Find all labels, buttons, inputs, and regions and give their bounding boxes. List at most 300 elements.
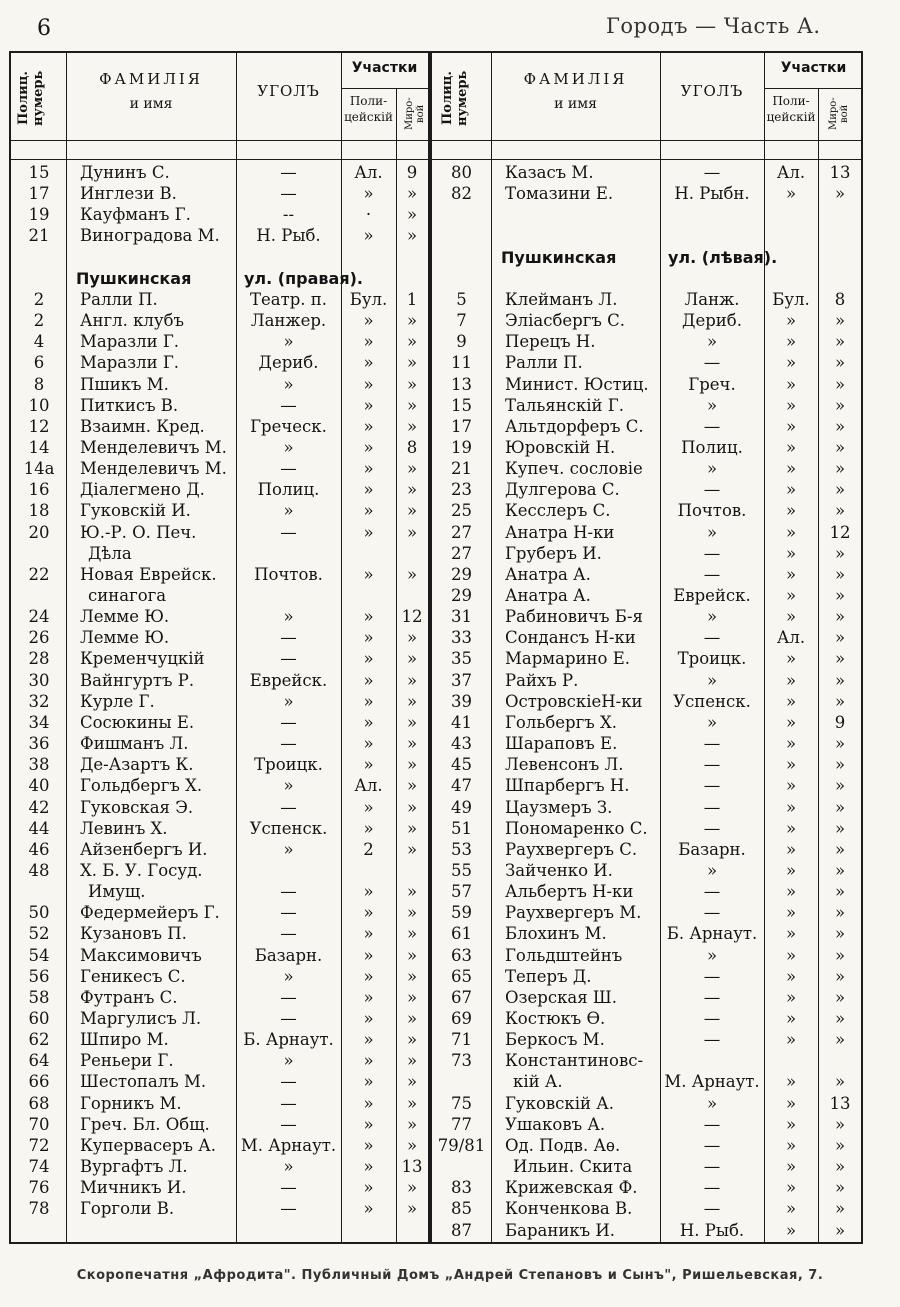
table-row	[0, 1093, 900, 1114]
owner-name: Горголи В.	[80, 1199, 175, 1219]
civil-precinct: »	[406, 522, 418, 542]
house-number: 82	[451, 184, 472, 204]
table-row	[0, 500, 900, 521]
police-precinct: »	[363, 184, 374, 204]
corner-street: --	[282, 205, 295, 225]
owner-name: Инглези В.	[80, 184, 177, 204]
police-precinct: »	[785, 459, 797, 479]
owner-name: Кузановъ П.	[80, 924, 187, 944]
house-number: 79/81	[437, 1135, 486, 1155]
police-precinct: »	[363, 607, 374, 627]
police-precinct: »	[785, 818, 797, 838]
police-precinct: »	[785, 374, 797, 394]
civil-precinct: »	[834, 1220, 846, 1240]
corner-street: »	[706, 712, 718, 732]
owner-name: Од. Подв. Аѳ.	[505, 1135, 621, 1155]
owner-name: Лемме Ю.	[80, 607, 170, 627]
owner-name: Гуковская Э.	[80, 797, 194, 817]
civil-precinct: »	[834, 374, 846, 394]
police-precinct: »	[363, 395, 374, 415]
corner-street: Полиц.	[257, 480, 320, 500]
police-precinct: »	[363, 1135, 374, 1155]
house-number: 14	[28, 437, 50, 457]
table-row	[0, 733, 900, 754]
header-police-number-right: Полиц. нумерь	[440, 70, 470, 126]
house-number: 19	[451, 437, 472, 457]
civil-precinct: »	[406, 882, 418, 902]
house-number: 70	[28, 1114, 50, 1134]
owner-name: Беркосъ М.	[505, 1030, 605, 1050]
house-number: 10	[28, 395, 50, 415]
owner-name: Шараповъ Е.	[505, 734, 618, 754]
house-number: 63	[451, 945, 472, 965]
police-precinct: »	[785, 586, 797, 605]
corner-street: —	[703, 1135, 721, 1155]
corner-street: Б. Арнаут.	[666, 924, 758, 944]
police-precinct: »	[363, 311, 374, 331]
civil-precinct: »	[406, 1199, 418, 1219]
owner-name: Англ. клубъ	[80, 311, 185, 331]
civil-precinct: »	[406, 755, 418, 775]
corner-street: —	[280, 903, 297, 923]
corner-street: »	[283, 437, 294, 457]
table-row	[0, 1114, 900, 1135]
police-precinct: »	[785, 882, 797, 902]
owner-name: Перецъ Н.	[505, 332, 596, 352]
corner-street: »	[283, 332, 294, 352]
house-number: 44	[28, 818, 50, 838]
civil-precinct: »	[406, 776, 418, 796]
corner-street: —	[280, 1178, 297, 1198]
civil-precinct: »	[406, 818, 418, 838]
civil-precinct: »	[834, 860, 846, 880]
civil-precinct: 8	[406, 437, 418, 457]
police-precinct: »	[785, 1072, 797, 1092]
corner-street: Греческ.	[250, 416, 327, 436]
table-row	[0, 987, 900, 1008]
house-number: 31	[451, 607, 472, 627]
table-row	[0, 1220, 900, 1241]
owner-name: Гуковскій А.	[505, 1093, 614, 1113]
owner-name: Маргулисъ Л.	[80, 1009, 202, 1028]
owner-name: Раухвергеръ С.	[505, 839, 638, 859]
corner-street: Н. Рыбн.	[674, 184, 750, 204]
house-number: 72	[28, 1135, 50, 1155]
street-side: ул. (лѣвая).	[668, 247, 778, 267]
civil-precinct: »	[834, 1009, 846, 1028]
civil-precinct: »	[834, 564, 846, 584]
civil-precinct: »	[406, 416, 418, 436]
owner-name: Х. Б. У. Госуд.	[80, 860, 203, 880]
civil-precinct: 13	[401, 1157, 423, 1177]
house-number: 75	[451, 1093, 472, 1113]
owner-name: Озерская Ш.	[505, 987, 617, 1007]
civil-precinct: »	[406, 670, 418, 690]
police-precinct: »	[785, 966, 797, 986]
owner-name: Ралли П.	[505, 353, 583, 373]
civil-precinct: »	[406, 1030, 418, 1050]
house-number: 17	[28, 184, 50, 204]
house-number: 26	[28, 628, 50, 648]
civil-precinct: »	[406, 924, 418, 944]
street-name: Пушкинская	[501, 247, 617, 267]
corner-street: —	[280, 184, 297, 204]
civil-precinct: »	[834, 311, 846, 331]
table-row	[0, 902, 900, 923]
house-number: 62	[28, 1030, 50, 1050]
header-surname: ФАМИЛІЯ	[99, 70, 203, 88]
corner-street: »	[706, 522, 718, 542]
house-number: 71	[451, 1030, 472, 1050]
corner-street: Почтов.	[254, 564, 323, 584]
house-number: 25	[451, 501, 472, 521]
civil-precinct: »	[406, 480, 418, 500]
police-precinct: »	[363, 628, 374, 648]
table-row	[0, 1156, 900, 1177]
table-row	[0, 479, 900, 500]
police-precinct: »	[785, 649, 797, 669]
table-row	[0, 606, 900, 627]
civil-precinct: »	[406, 1114, 418, 1134]
police-precinct: »	[785, 987, 797, 1007]
police-precinct: »	[363, 332, 374, 352]
owner-name: Геникесъ С.	[80, 966, 186, 986]
corner-street: —	[280, 924, 297, 944]
civil-precinct: »	[834, 776, 846, 796]
civil-precinct: »	[834, 1030, 846, 1050]
police-precinct: »	[363, 797, 374, 817]
house-number: 45	[451, 755, 472, 775]
corner-street: Базарн.	[678, 839, 746, 859]
corner-street: —	[280, 163, 297, 182]
owner-name: Дулгерова С.	[505, 480, 620, 500]
police-precinct: »	[363, 755, 374, 775]
police-precinct: »	[363, 1030, 374, 1050]
corner-street: »	[706, 945, 718, 965]
owner-name: Шпарбергъ Н.	[505, 776, 630, 796]
printer-imprint: Скоропечатня „Афродита". Публичный Домъ „Андрей Степановъ и Сынъ", Ришельевская, 7.	[76, 1268, 824, 1283]
corner-street: Успенск.	[673, 691, 751, 711]
house-number: 57	[451, 882, 472, 902]
owner-name: Менделевичъ М.	[80, 459, 227, 479]
police-precinct: »	[785, 564, 797, 584]
header-rule-thin	[9, 159, 863, 160]
corner-street: Н. Рыб.	[679, 1220, 745, 1240]
police-precinct: »	[363, 1072, 374, 1092]
corner-street: Ланж.	[684, 289, 740, 309]
corner-street: —	[280, 1072, 297, 1092]
table-row	[0, 648, 900, 669]
police-precinct: »	[363, 564, 374, 584]
owner-name: Райхъ Р.	[505, 670, 579, 690]
police-precinct: »	[785, 480, 797, 500]
house-number: 29	[451, 564, 472, 584]
owner-name: Лемме Ю.	[80, 628, 170, 648]
owner-name: Куперваcеръ А.	[80, 1135, 216, 1155]
house-number: 19	[28, 205, 50, 225]
house-number: 38	[28, 755, 50, 775]
police-precinct: »	[785, 839, 797, 859]
owner-name: Сондансъ Н-ки	[505, 628, 636, 648]
police-precinct: »	[785, 734, 797, 754]
house-number: 41	[451, 712, 472, 732]
corner-street: »	[283, 1051, 294, 1071]
civil-precinct: »	[834, 395, 846, 415]
owner-name: Раухвергеръ М.	[505, 903, 642, 923]
table-row	[0, 564, 900, 585]
police-precinct: »	[363, 712, 374, 732]
corner-street: —	[280, 797, 297, 817]
house-number: 77	[451, 1114, 472, 1134]
page-number: 6	[37, 16, 51, 41]
house-number: 80	[451, 163, 472, 182]
corner-street: —	[280, 1093, 297, 1113]
corner-street: »	[283, 374, 294, 394]
corner-street: —	[280, 1009, 297, 1028]
table-row	[0, 331, 900, 352]
police-precinct: »	[363, 1009, 374, 1028]
police-precinct: »	[363, 818, 374, 838]
table-row	[0, 522, 900, 543]
header-uchastki: Участки	[351, 60, 418, 76]
table-row	[0, 1029, 900, 1050]
police-precinct: Ал.	[776, 628, 806, 648]
civil-precinct: 13	[829, 163, 851, 182]
corner-street: »	[706, 332, 718, 352]
police-precinct: »	[363, 437, 374, 457]
corner-street: —	[703, 903, 721, 923]
table-row	[0, 754, 900, 775]
owner-name: Ушаковъ А.	[505, 1114, 606, 1134]
civil-precinct: »	[406, 839, 418, 859]
table-row	[0, 310, 900, 331]
police-precinct: »	[785, 416, 797, 436]
house-number: 33	[451, 628, 472, 648]
table-row	[0, 1177, 900, 1198]
corner-street: Ланжер.	[250, 311, 327, 331]
house-number: 27	[451, 522, 472, 542]
corner-street: —	[280, 882, 297, 902]
corner-street: —	[280, 734, 297, 754]
corner-street: Театр. п.	[249, 289, 328, 309]
house-number: 66	[28, 1072, 50, 1092]
civil-precinct: »	[834, 416, 846, 436]
civil-precinct: »	[834, 670, 846, 690]
corner-street: »	[706, 670, 718, 690]
owner-name: Левинъ Х.	[80, 818, 168, 838]
owner-name: Фишманъ Л.	[80, 734, 189, 754]
house-number: 60	[28, 1009, 50, 1028]
owner-name: Конченкова В.	[505, 1199, 633, 1219]
table-row	[0, 797, 900, 818]
civil-precinct: »	[406, 966, 418, 986]
police-precinct: Бул.	[349, 289, 388, 309]
house-number: 68	[28, 1093, 50, 1113]
civil-precinct: »	[406, 1093, 418, 1113]
civil-precinct: »	[834, 797, 846, 817]
police-precinct: »	[785, 437, 797, 457]
police-precinct: »	[785, 860, 797, 880]
owner-name: Дунинъ С.	[80, 163, 170, 182]
police-precinct: »	[785, 755, 797, 775]
civil-precinct: »	[406, 903, 418, 923]
house-number: 40	[28, 776, 50, 796]
police-precinct: »	[363, 1051, 374, 1071]
house-number: 34	[28, 712, 50, 732]
owner-name: синагога	[88, 586, 167, 605]
police-precinct: »	[363, 1157, 374, 1177]
header-mirovoy: Миро- вой	[404, 97, 426, 131]
owner-name: Горникъ М.	[80, 1093, 182, 1113]
corner-street: Б. Арнаут.	[243, 1030, 334, 1050]
police-precinct: »	[363, 353, 374, 373]
police-precinct: »	[363, 1199, 374, 1219]
owner-name: Сосюкины Е.	[80, 712, 195, 732]
corner-street: —	[703, 1114, 721, 1134]
corner-street: Дериб.	[258, 353, 319, 373]
owner-name: Константиновс-	[505, 1051, 644, 1071]
table-row	[0, 458, 900, 479]
civil-precinct: »	[834, 501, 846, 521]
corner-street: Почтов.	[677, 501, 747, 521]
civil-precinct: 12	[401, 607, 423, 627]
house-number: 24	[28, 607, 50, 627]
corner-street: »	[283, 501, 294, 521]
table-row	[0, 543, 900, 564]
civil-precinct: »	[834, 628, 846, 648]
house-number: 51	[451, 818, 472, 838]
police-precinct: »	[363, 480, 374, 500]
police-precinct: »	[785, 1157, 797, 1177]
house-number: 18	[28, 501, 50, 521]
civil-precinct: »	[834, 459, 846, 479]
owner-name: Курле Г.	[80, 691, 155, 711]
table-row	[0, 1050, 900, 1071]
house-number: 28	[28, 649, 50, 669]
civil-precinct: »	[406, 734, 418, 754]
owner-name: Крижевская Ф.	[505, 1178, 638, 1198]
police-precinct: »	[785, 543, 797, 563]
owner-name: Греч. Бл. Общ.	[80, 1114, 210, 1134]
civil-precinct: »	[834, 353, 846, 373]
police-precinct: »	[363, 670, 374, 690]
owner-name: Маразли Г.	[80, 332, 180, 352]
corner-street: —	[703, 1199, 721, 1219]
police-precinct: 2	[363, 839, 374, 859]
owner-name: Альтдорферъ С.	[505, 416, 644, 436]
civil-precinct: »	[834, 882, 846, 902]
corner-street: —	[280, 649, 297, 669]
street-name: Пушкинская	[76, 268, 192, 288]
owner-name: Гольдштейнъ	[505, 945, 623, 965]
corner-street: —	[280, 628, 297, 648]
header-corner: УГОЛЪ	[257, 82, 320, 100]
corner-street: М. Арнаут.	[664, 1072, 760, 1092]
civil-precinct: »	[834, 924, 846, 944]
owner-name: Теперъ Д.	[505, 966, 592, 986]
owner-name: Питкисъ В.	[80, 395, 179, 415]
police-precinct: »	[363, 924, 374, 944]
police-precinct: »	[785, 607, 797, 627]
corner-street: —	[703, 882, 721, 902]
police-precinct: »	[785, 311, 797, 331]
owner-name: Эліасбергъ С.	[505, 311, 625, 331]
house-number: 5	[456, 289, 467, 309]
house-number: 13	[451, 374, 472, 394]
corner-street: —	[280, 1199, 297, 1219]
corner-street: Н. Рыб.	[256, 226, 321, 246]
civil-precinct: »	[406, 395, 418, 415]
police-precinct: »	[363, 691, 374, 711]
police-precinct: »	[785, 670, 797, 690]
street-side: ул. (правая).	[244, 268, 363, 288]
police-precinct: ·	[365, 205, 372, 225]
owner-name: Анатра А.	[505, 586, 591, 605]
civil-precinct: »	[406, 712, 418, 732]
house-number: 87	[451, 1220, 472, 1240]
owner-name: Де-Азартъ К.	[80, 755, 194, 775]
police-precinct: »	[363, 1093, 374, 1113]
house-number: 43	[451, 734, 472, 754]
police-precinct: »	[785, 184, 797, 204]
civil-precinct: »	[834, 649, 846, 669]
police-precinct: »	[363, 649, 374, 669]
owner-name: Максимовичъ	[80, 945, 202, 965]
police-precinct: »	[363, 501, 374, 521]
civil-precinct: »	[406, 1072, 418, 1092]
house-number: 22	[28, 564, 50, 584]
owner-name: Имущ.	[88, 882, 146, 902]
police-precinct: »	[785, 1030, 797, 1050]
civil-precinct: »	[406, 311, 418, 331]
house-number: 11	[451, 353, 472, 373]
table-row	[0, 183, 900, 204]
police-precinct: »	[363, 226, 374, 246]
header-police2-right: цейскій	[766, 110, 816, 124]
header-mirovoy-right: Миро- вой	[828, 97, 850, 131]
header-corner-right: УГОЛЪ	[680, 82, 744, 100]
police-precinct: »	[785, 501, 797, 521]
civil-precinct: »	[406, 184, 418, 204]
corner-street: »	[283, 776, 294, 796]
table-row	[0, 627, 900, 648]
corner-street: —	[703, 776, 721, 796]
house-number: 15	[451, 395, 472, 415]
civil-precinct: »	[834, 734, 846, 754]
police-precinct: »	[785, 522, 797, 542]
table-row	[0, 395, 900, 416]
table-row	[0, 881, 900, 902]
owner-name: Маразли Г.	[80, 353, 180, 373]
house-number: 85	[451, 1199, 472, 1219]
civil-precinct: »	[834, 1114, 846, 1134]
table-row	[0, 374, 900, 395]
header-police-number: Полиц. нумерь	[16, 70, 46, 126]
corner-street: —	[703, 987, 721, 1007]
owner-name: Тальянскій Г.	[505, 395, 624, 415]
house-number: 12	[28, 416, 50, 436]
table-row	[0, 691, 900, 712]
police-precinct: »	[785, 1009, 797, 1028]
corner-street: —	[280, 987, 297, 1007]
corner-street: Еврейск.	[249, 670, 328, 690]
table-row	[0, 966, 900, 987]
police-precinct: »	[785, 1135, 797, 1155]
owner-name: Взаимн. Кред.	[80, 416, 205, 436]
owner-name: Анатра Н-ки	[505, 522, 615, 542]
police-precinct: »	[363, 945, 374, 965]
house-number: 17	[451, 416, 472, 436]
